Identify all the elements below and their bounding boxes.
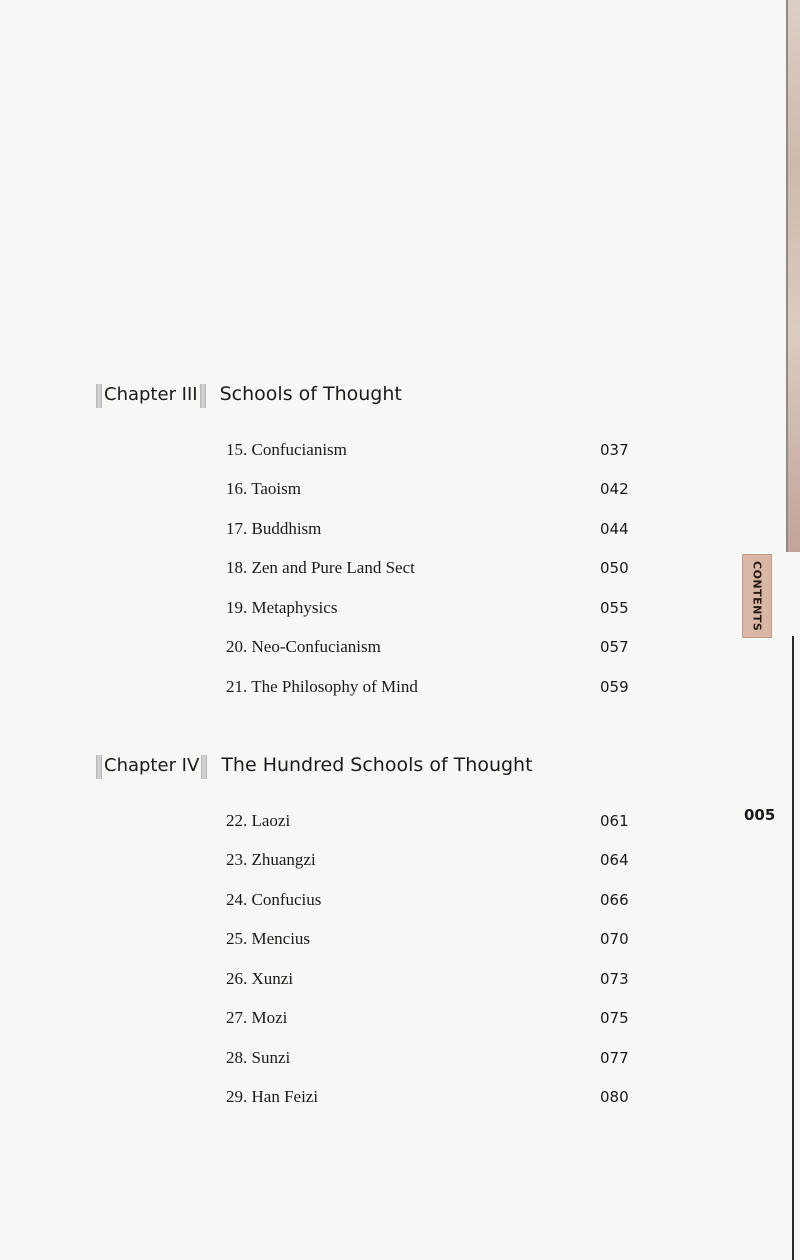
toc-entry-page: 066: [600, 890, 629, 909]
toc-entry-title: 20. Neo-Confucianism: [226, 637, 381, 657]
toc-entry-title: 28. Sunzi: [226, 1047, 291, 1067]
toc-entry[interactable]: [226, 801, 636, 841]
toc-entry[interactable]: [226, 959, 636, 999]
toc-entry-title: 18. Zen and Pure Land Sect: [226, 558, 415, 578]
chapter-heading-4: [98, 754, 533, 776]
toc-entry-page: 077: [600, 1048, 629, 1067]
chapter-title: Schools of Thought: [219, 383, 402, 405]
toc-entry-page: 050: [600, 559, 629, 578]
toc-entry[interactable]: [226, 880, 636, 920]
toc-entry[interactable]: [226, 509, 636, 549]
toc-list-chapter-3: [226, 430, 636, 707]
toc-entry-page: 055: [600, 598, 629, 617]
toc-entry-title: 22. Laozi: [226, 810, 291, 830]
toc-entry[interactable]: [226, 549, 636, 589]
toc-entry-page: 037: [600, 440, 629, 459]
page-edge-decoration: [788, 0, 800, 552]
toc-entry-title: 25. Mencius: [226, 929, 311, 949]
toc-entry-title: 29. Han Feizi: [226, 1087, 319, 1107]
chapter-label: Chapter IV: [98, 755, 205, 776]
toc-entry-page: 044: [600, 519, 629, 538]
toc-entry[interactable]: [226, 999, 636, 1039]
toc-entry-page: 057: [600, 638, 629, 657]
toc-entry-title: 19. Metaphysics: [226, 597, 338, 617]
toc-entry-title: 16. Taoism: [226, 479, 301, 499]
toc-entry-title: 21. The Philosophy of Mind: [226, 676, 418, 696]
toc-entry-page: 064: [600, 851, 629, 870]
toc-entry-title: 15. Confucianism: [226, 439, 347, 459]
toc-entry-page: 061: [600, 811, 629, 830]
toc-entry-title: 24. Confucius: [226, 889, 322, 909]
toc-entry[interactable]: [226, 1078, 636, 1118]
chapter-label: Chapter III: [98, 384, 204, 405]
toc-entry[interactable]: [226, 667, 636, 707]
contents-tab-label: CONTENTS: [750, 560, 764, 632]
toc-entry-page: 042: [600, 480, 629, 499]
toc-entry[interactable]: [226, 430, 636, 470]
toc-entry-page: 073: [600, 969, 629, 988]
page-edge-line-bottom: [792, 636, 794, 1260]
toc-entry[interactable]: [226, 628, 636, 668]
toc-entry-title: 17. Buddhism: [226, 518, 322, 538]
toc-entry-title: 26. Xunzi: [226, 968, 294, 988]
chapter-title: The Hundred Schools of Thought: [221, 754, 533, 776]
toc-entry-page: 059: [600, 677, 629, 696]
contents-side-tab[interactable]: [742, 554, 772, 638]
toc-entry[interactable]: [226, 588, 636, 628]
page-number: 005: [744, 806, 776, 824]
toc-entry-page: 075: [600, 1009, 629, 1028]
toc-entry-title: 27. Mozi: [226, 1008, 288, 1028]
toc-entry[interactable]: [226, 920, 636, 960]
toc-list-chapter-4: [226, 801, 636, 1117]
chapter-heading-3: [98, 383, 402, 405]
toc-entry-page: 070: [600, 930, 629, 949]
toc-entry[interactable]: [226, 841, 636, 881]
toc-entry[interactable]: [226, 1038, 636, 1078]
toc-entry-page: 080: [600, 1088, 629, 1107]
toc-entry[interactable]: [226, 470, 636, 510]
toc-entry-title: 23. Zhuangzi: [226, 850, 316, 870]
